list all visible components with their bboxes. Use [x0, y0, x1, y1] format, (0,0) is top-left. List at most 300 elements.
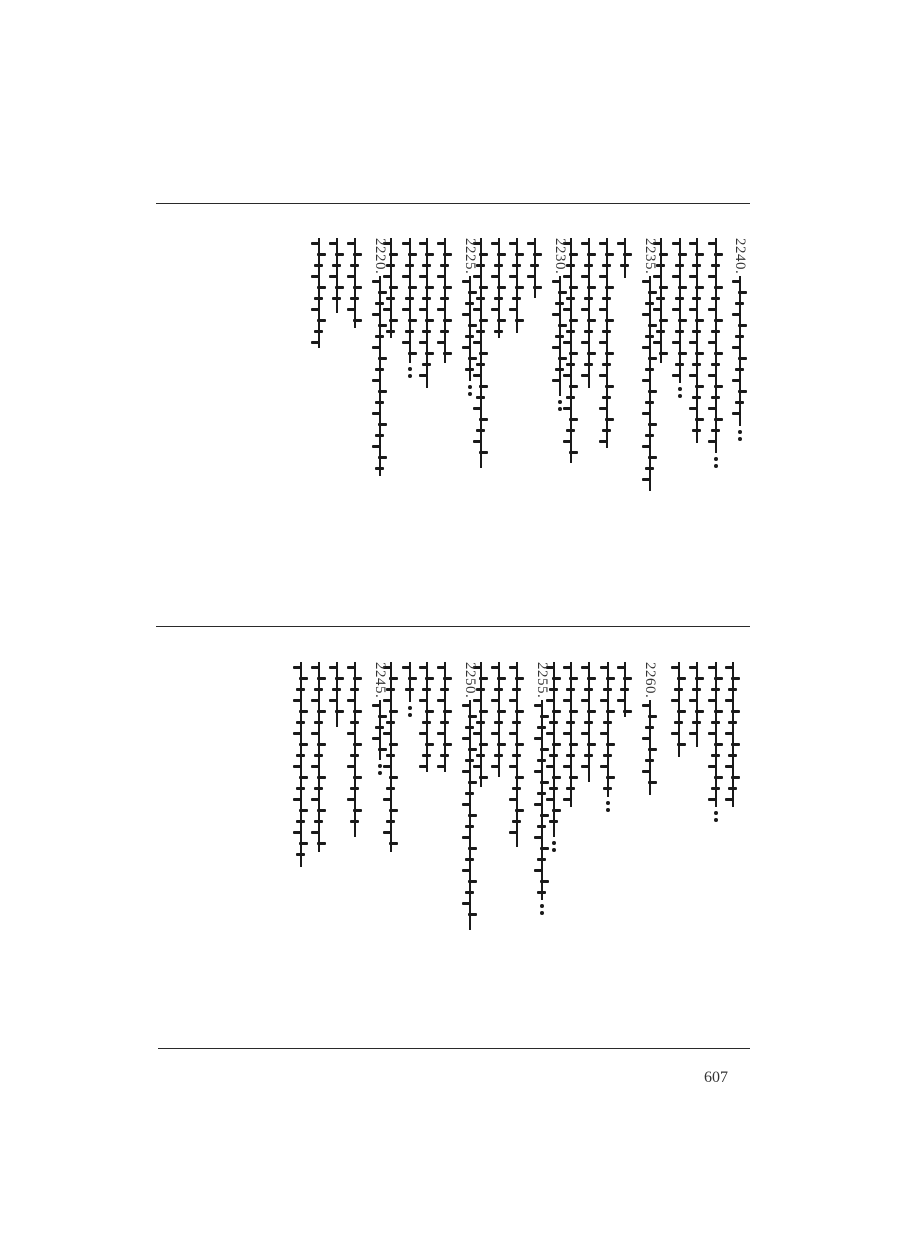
script-stroke [497, 677, 506, 680]
script-stroke [728, 688, 737, 691]
script-column [480, 238, 482, 468]
mongolian-script-line [444, 238, 446, 363]
script-stroke [296, 688, 305, 691]
mongolian-script-line [739, 276, 741, 426]
verse-column [462, 662, 478, 930]
script-stroke [714, 352, 723, 355]
script-stroke [581, 341, 590, 344]
script-stroke [494, 721, 503, 724]
script-stroke [293, 798, 302, 801]
script-stroke [555, 302, 564, 305]
script-stroke [569, 253, 578, 256]
script-stroke [353, 809, 362, 812]
mongolian-script-line [570, 662, 572, 807]
script-stroke [353, 710, 362, 713]
mongolian-script-line [715, 662, 717, 807]
script-stroke [677, 677, 686, 680]
script-stroke [465, 759, 474, 762]
script-stroke [563, 732, 572, 735]
script-stroke [714, 743, 723, 746]
script-stroke [515, 286, 524, 289]
script-stroke [603, 787, 612, 790]
script-stroke [296, 721, 305, 724]
script-stroke [642, 770, 651, 773]
script-stroke [372, 445, 381, 448]
script-stroke [678, 352, 687, 355]
script-stroke [692, 297, 701, 300]
script-stroke [623, 710, 632, 713]
script-stroke [350, 820, 359, 823]
script-stroke [569, 385, 578, 388]
mongolian-script-line [588, 238, 590, 388]
script-stroke [569, 776, 578, 779]
script-stroke [695, 418, 704, 421]
script-stroke [350, 264, 359, 267]
script-stroke [584, 297, 593, 300]
script-column [300, 662, 302, 867]
script-stroke [708, 275, 717, 278]
script-stroke [419, 765, 428, 768]
script-stroke [549, 787, 558, 790]
script-stroke [491, 242, 500, 245]
script-stroke [491, 308, 500, 311]
punctuation-mark [408, 706, 412, 717]
script-stroke [728, 787, 737, 790]
script-stroke [378, 324, 387, 327]
script-column [480, 662, 482, 787]
script-stroke [645, 335, 654, 338]
script-stroke [509, 308, 518, 311]
script-stroke [402, 308, 411, 311]
script-stroke [584, 363, 593, 366]
script-stroke [465, 792, 474, 795]
mongolian-script-line [553, 662, 555, 837]
script-stroke [317, 253, 326, 256]
script-stroke [389, 743, 398, 746]
script-stroke [552, 379, 561, 382]
verse-column [372, 662, 388, 775]
verse-number: 2245. [372, 662, 388, 699]
script-stroke [711, 330, 720, 333]
script-stroke [479, 451, 488, 454]
script-stroke [540, 748, 549, 751]
script-stroke [692, 721, 701, 724]
script-stroke [479, 418, 488, 421]
mongolian-script-line [660, 238, 662, 363]
script-stroke [512, 264, 521, 267]
mongolian-script-line [409, 238, 411, 363]
script-stroke [479, 677, 488, 680]
script-stroke [314, 820, 323, 823]
script-stroke [515, 677, 524, 680]
script-stroke [672, 242, 681, 245]
verse-number: 2260. [642, 662, 658, 699]
script-stroke [605, 352, 614, 355]
script-stroke [468, 880, 477, 883]
script-stroke [659, 286, 668, 289]
script-stroke [335, 710, 344, 713]
script-stroke [515, 743, 524, 746]
mongolian-script-line [696, 662, 698, 747]
script-stroke [540, 715, 549, 718]
punctuation-mark [714, 457, 718, 468]
script-column [444, 238, 446, 363]
script-stroke [479, 710, 488, 713]
script-stroke [600, 699, 609, 702]
script-stroke [540, 880, 549, 883]
script-stroke [642, 412, 651, 415]
script-stroke [408, 286, 417, 289]
bottom-rule [158, 1048, 750, 1049]
script-stroke [689, 732, 698, 735]
script-stroke [405, 297, 414, 300]
script-stroke [533, 286, 542, 289]
script-stroke [317, 809, 326, 812]
script-stroke [386, 820, 395, 823]
script-stroke [605, 319, 614, 322]
script-stroke [600, 666, 609, 669]
script-stroke [689, 341, 698, 344]
script-stroke [659, 352, 668, 355]
script-stroke [512, 820, 521, 823]
script-stroke [648, 324, 657, 327]
script-stroke [419, 699, 428, 702]
script-stroke [695, 253, 704, 256]
script-stroke [708, 242, 717, 245]
script-stroke [600, 732, 609, 735]
script-column [606, 238, 608, 448]
script-stroke [617, 242, 626, 245]
verse-column [372, 238, 388, 476]
script-stroke [695, 319, 704, 322]
script-stroke [311, 666, 320, 669]
script-stroke [443, 743, 452, 746]
script-stroke [437, 341, 446, 344]
script-stroke [675, 363, 684, 366]
script-stroke [708, 308, 717, 311]
script-stroke [558, 357, 567, 360]
script-stroke [602, 330, 611, 333]
script-stroke [299, 842, 308, 845]
script-column [426, 238, 428, 388]
script-stroke [731, 743, 740, 746]
script-stroke [606, 710, 615, 713]
script-stroke [738, 357, 747, 360]
script-stroke [462, 346, 471, 349]
script-stroke [422, 688, 431, 691]
mongolian-script-line [300, 662, 302, 867]
script-stroke [375, 302, 384, 305]
script-stroke [440, 754, 449, 757]
script-stroke [494, 754, 503, 757]
script-stroke [732, 412, 741, 415]
script-stroke [473, 440, 482, 443]
script-stroke [350, 787, 359, 790]
script-stroke [735, 335, 744, 338]
script-stroke [599, 242, 608, 245]
script-stroke [708, 374, 717, 377]
verse-column [534, 662, 550, 915]
script-stroke [645, 467, 654, 470]
script-stroke [465, 335, 474, 338]
script-stroke [299, 809, 308, 812]
script-stroke [642, 280, 651, 283]
script-stroke [462, 836, 471, 839]
script-stroke [293, 732, 302, 735]
script-stroke [494, 264, 503, 267]
script-stroke [347, 798, 356, 801]
script-stroke [689, 308, 698, 311]
script-stroke [711, 754, 720, 757]
script-stroke [443, 319, 452, 322]
script-stroke [725, 732, 734, 735]
script-stroke [408, 677, 417, 680]
script-stroke [534, 836, 543, 839]
mongolian-script-line [570, 238, 572, 463]
script-stroke [599, 440, 608, 443]
script-stroke [602, 429, 611, 432]
script-stroke [497, 710, 506, 713]
script-stroke [440, 721, 449, 724]
script-column [588, 238, 590, 388]
script-stroke [671, 732, 680, 735]
script-stroke [476, 396, 485, 399]
script-stroke [692, 363, 701, 366]
script-stroke [491, 275, 500, 278]
script-column [336, 662, 338, 727]
script-stroke [419, 308, 428, 311]
mongolian-script-line [498, 662, 500, 777]
script-stroke [708, 666, 717, 669]
script-stroke [711, 721, 720, 724]
script-stroke [581, 308, 590, 311]
script-stroke [512, 721, 521, 724]
script-stroke [479, 743, 488, 746]
script-stroke [515, 253, 524, 256]
script-stroke [317, 677, 326, 680]
verse-column [552, 238, 568, 411]
script-stroke [494, 688, 503, 691]
script-stroke [711, 688, 720, 691]
script-stroke [419, 666, 428, 669]
script-stroke [311, 699, 320, 702]
script-stroke [512, 754, 521, 757]
script-stroke [648, 291, 657, 294]
script-stroke [405, 264, 414, 267]
script-stroke [566, 429, 575, 432]
script-stroke [566, 787, 575, 790]
script-stroke [437, 732, 446, 735]
script-stroke [558, 291, 567, 294]
script-stroke [425, 286, 434, 289]
script-stroke [711, 429, 720, 432]
mongolian-script-line [379, 700, 381, 760]
script-stroke [642, 313, 651, 316]
script-stroke [714, 286, 723, 289]
script-stroke [689, 699, 698, 702]
script-stroke [468, 748, 477, 751]
script-stroke [534, 803, 543, 806]
script-stroke [347, 242, 356, 245]
script-stroke [405, 688, 414, 691]
script-stroke [437, 308, 446, 311]
verse-number: 2255. [534, 662, 550, 699]
script-stroke [299, 677, 308, 680]
script-stroke [552, 313, 561, 316]
script-stroke [708, 440, 717, 443]
script-stroke [335, 677, 344, 680]
script-stroke [714, 776, 723, 779]
script-stroke [738, 291, 747, 294]
script-stroke [599, 407, 608, 410]
script-stroke [642, 737, 651, 740]
script-stroke [335, 253, 344, 256]
script-stroke [375, 335, 384, 338]
script-stroke [569, 677, 578, 680]
script-column [678, 238, 682, 398]
script-stroke [468, 814, 477, 817]
script-stroke [422, 363, 431, 366]
mongolian-script-line [336, 238, 338, 313]
script-stroke [725, 666, 734, 669]
script-stroke [314, 688, 323, 691]
script-stroke [440, 688, 449, 691]
script-stroke [689, 275, 698, 278]
script-stroke [738, 390, 747, 393]
script-stroke [462, 770, 471, 773]
script-stroke [314, 297, 323, 300]
script-stroke [659, 253, 668, 256]
script-stroke [603, 754, 612, 757]
script-stroke [437, 666, 446, 669]
script-stroke [569, 743, 578, 746]
script-stroke [534, 704, 543, 707]
script-column [570, 238, 572, 463]
script-stroke [606, 677, 615, 680]
script-stroke [479, 385, 488, 388]
script-stroke [695, 286, 704, 289]
script-stroke [623, 677, 632, 680]
script-stroke [603, 721, 612, 724]
script-stroke [584, 721, 593, 724]
script-stroke [537, 825, 546, 828]
script-stroke [462, 803, 471, 806]
script-column [318, 662, 320, 852]
script-stroke [732, 346, 741, 349]
script-stroke [372, 379, 381, 382]
script-stroke [375, 401, 384, 404]
script-stroke [515, 319, 524, 322]
script-stroke [648, 748, 657, 751]
script-stroke [725, 765, 734, 768]
script-stroke [534, 869, 543, 872]
script-column [696, 238, 698, 443]
script-stroke [468, 357, 477, 360]
script-stroke [603, 688, 612, 691]
script-stroke [645, 759, 654, 762]
mongolian-script-line [480, 238, 482, 468]
script-stroke [443, 253, 452, 256]
script-stroke [537, 759, 546, 762]
script-stroke [329, 666, 338, 669]
script-stroke [617, 699, 626, 702]
script-stroke [569, 418, 578, 421]
script-stroke [533, 253, 542, 256]
script-stroke [677, 743, 686, 746]
verse-column [732, 238, 748, 441]
punctuation-mark [408, 367, 412, 378]
script-stroke [512, 688, 521, 691]
script-stroke [645, 726, 654, 729]
script-stroke [708, 407, 717, 410]
punctuation-mark [378, 764, 382, 775]
script-stroke [425, 743, 434, 746]
script-stroke [587, 286, 596, 289]
script-stroke [378, 456, 387, 459]
script-stroke [645, 368, 654, 371]
script-stroke [620, 688, 629, 691]
script-stroke [332, 688, 341, 691]
script-column [606, 662, 610, 812]
script-stroke [549, 820, 558, 823]
script-stroke [440, 297, 449, 300]
script-stroke [317, 743, 326, 746]
script-stroke [708, 798, 717, 801]
script-column [588, 662, 590, 782]
script-stroke [293, 765, 302, 768]
script-stroke [378, 423, 387, 426]
script-stroke [329, 242, 338, 245]
script-stroke [293, 831, 302, 834]
mongolian-script-line [516, 662, 518, 847]
script-stroke [540, 814, 549, 817]
script-stroke [347, 699, 356, 702]
mongolian-script-line [516, 238, 518, 333]
script-stroke [678, 253, 687, 256]
script-stroke [563, 798, 572, 801]
verse-column [462, 238, 478, 396]
script-stroke [479, 776, 488, 779]
mongolian-script-line [678, 662, 680, 757]
script-stroke [353, 319, 362, 322]
script-stroke [714, 319, 723, 322]
script-stroke [692, 688, 701, 691]
script-column [498, 238, 500, 338]
script-stroke [563, 666, 572, 669]
script-stroke [509, 275, 518, 278]
script-stroke [372, 280, 381, 283]
script-stroke [599, 275, 608, 278]
script-stroke [566, 688, 575, 691]
mongolian-script-line [390, 238, 392, 338]
script-stroke [602, 264, 611, 267]
lower-text-block [160, 662, 750, 1042]
script-stroke [671, 666, 680, 669]
script-stroke [735, 302, 744, 305]
script-stroke [332, 297, 341, 300]
script-stroke [317, 776, 326, 779]
script-stroke [602, 297, 611, 300]
script-stroke [605, 418, 614, 421]
script-stroke [509, 765, 518, 768]
mongolian-script-line [318, 662, 320, 852]
script-stroke [402, 275, 411, 278]
script-column [408, 238, 412, 378]
script-stroke [296, 853, 305, 856]
script-stroke [437, 275, 446, 278]
script-stroke [311, 242, 320, 245]
script-stroke [738, 324, 747, 327]
